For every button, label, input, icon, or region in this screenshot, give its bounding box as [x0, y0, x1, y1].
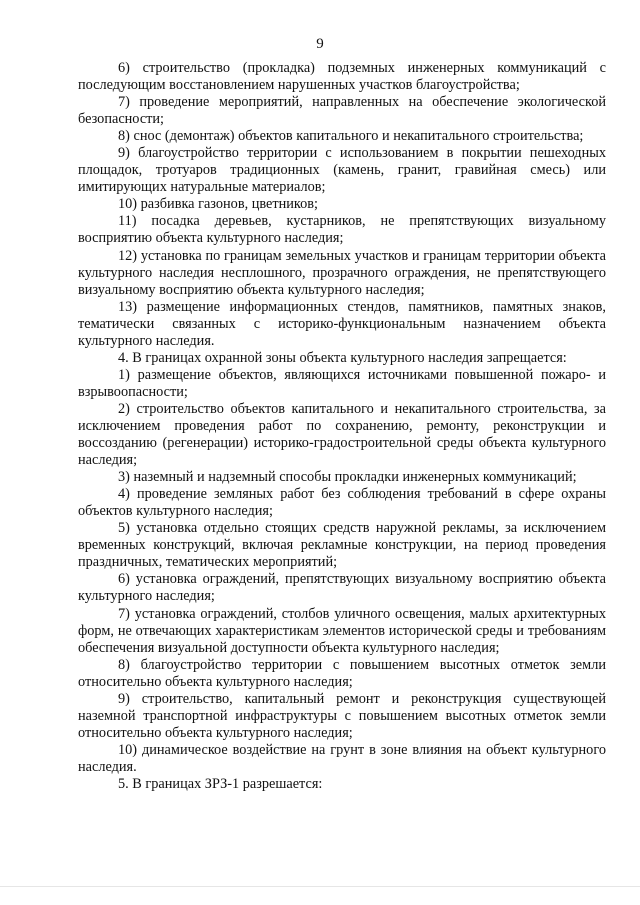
paragraph: 13) размещение информационных стендов, памятников, памятных знаков, тематически связанных с историко-функциональным назначением объекта культурного наследия. [78, 298, 606, 349]
paragraph: 2) строительство объектов капитального и некапитального строительства, за исключением проведения работ по сохранению, ремонту, реконструкции и воссозданию (регенерации) историко-градостроительной среды объекта культурного наследия; [78, 400, 606, 469]
paragraph: 1) размещение объектов, являющихся источниками повышенной пожаро- и взрывоопасности; [78, 366, 606, 400]
paragraph: 7) установка ограждений, столбов уличного освещения, малых архитектурных форм, не отвечающих характеристикам элементов исторической среды и требованиям обеспечения визуальной доступности объекта культурного наследия; [78, 605, 606, 656]
paragraph: 10) динамическое воздействие на грунт в зоне влияния на объект культурного наследия. [78, 741, 606, 775]
section-heading: 4. В границах охранной зоны объекта культурного наследия запрещается: [118, 349, 567, 366]
paragraph: 10) разбивка газонов, цветников; [118, 196, 319, 213]
paragraph: 8) благоустройство территории с повышением высотных отметок земли относительно объекта культурного наследия; [78, 656, 606, 690]
paragraph: 5) установка отдельно стоящих средств наружной рекламы, за исключением временных конструкций, включая рекламные конструкции, на период проведения праздничных, тематических мероприятий; [78, 520, 606, 571]
paragraph: 8) снос (демонтаж) объектов капитального и некапитального строительства; [118, 128, 584, 145]
paragraph: 4) проведение земляных работ без соблюдения требований в сфере охраны объектов культурного наследия; [78, 486, 606, 520]
paragraph: 11) посадка деревьев, кустарников, не препятствующих визуальному восприятию объекта культурного наследия; [78, 213, 606, 247]
paragraph: 6) установка ограждений, препятствующих визуальному восприятию объекта культурного наследия; [78, 571, 606, 605]
paragraph: 9) благоустройство территории с использованием в покрытии пешеходных площадок, тротуаров традиционных (камень, гранит, гравийная смесь) или имитирующих натуральные материалов; [78, 145, 606, 196]
page-number: 9 [316, 36, 324, 52]
paragraph: 7) проведение мероприятий, направленных на обеспечение экологической безопасности; [78, 94, 606, 128]
document-body [78, 60, 606, 793]
section-heading: 5. В границах ЗРЗ-1 разрешается: [118, 775, 323, 792]
paragraph: 3) наземный и надземный способы прокладки инженерных коммуникаций; [118, 469, 577, 486]
paragraph: 6) строительство (прокладка) подземных инженерных коммуникаций с последующим восстановлением нарушенных участков благоустройства; [78, 60, 606, 94]
paragraph: 9) строительство, капитальный ремонт и реконструкция существующей наземной транспортной инфраструктуры с повышением высотных отметок земли относительно объекта культурного наследия; [78, 690, 606, 741]
paragraph: 12) установка по границам земельных участков и границам территории объекта культурного наследия несплошного, прозрачного ограждения, не препятствующего визуальному восприятию объекта культурного наследия; [78, 247, 606, 298]
scan-edge-line [0, 886, 640, 887]
